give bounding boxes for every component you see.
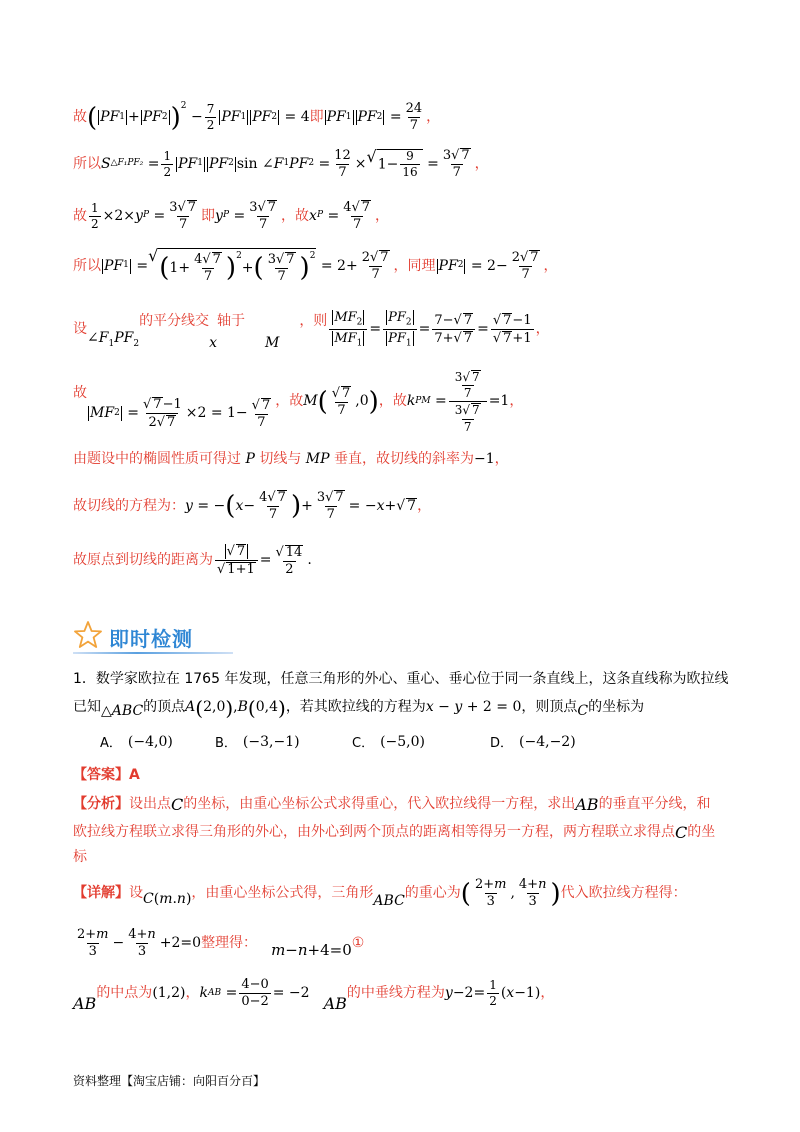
option-a[interactable] bbox=[100, 732, 173, 751]
solution-line-9: 故原点到切线的距离为 √ 7 √ 1+1 = √ 14 2 . bbox=[73, 544, 312, 578]
solution-line-1: 故 ( PF 1 + PF 2 ) $^2$ − 7 2 PF 1 PF 2 = 4 即 PF 1 PF 2 = 24 7 ， bbox=[73, 101, 441, 134]
text: 所以 bbox=[73, 155, 101, 172]
section-title: 即时检测 bbox=[109, 626, 193, 651]
analysis-line-3 bbox=[73, 850, 87, 865]
text: 的平分线交 bbox=[139, 313, 210, 330]
text: ， bbox=[281, 207, 296, 224]
text: 欧拉线方程联立求得三角形的外心，由外心到两个顶点的距离相等得另一方程，两方程联立求得点 bbox=[73, 824, 675, 841]
answer-line bbox=[73, 768, 140, 783]
text: ， bbox=[540, 985, 555, 1002]
text: 的垂直平分线，和 bbox=[598, 796, 711, 813]
text: ， bbox=[494, 451, 509, 467]
text: ， bbox=[417, 497, 432, 514]
text: 的重心为 bbox=[404, 885, 461, 902]
text: 故 bbox=[73, 385, 87, 402]
text: ， bbox=[543, 257, 558, 274]
option-b[interactable] bbox=[215, 732, 300, 751]
text: 设 bbox=[129, 885, 143, 902]
solution-line-5: 设 $\angle F_1PF_2$ 的平分线交 x 轴于 M ，则 $MF_2$ $MF_1$ = $PF_2$ $PF_1$ = 7−√ 7 7+√ 7 = √ 7−1 √ 7+1 ， bbox=[73, 310, 550, 352]
text: 同理 bbox=[407, 257, 436, 274]
option-label: D． bbox=[490, 736, 514, 751]
text: 所以 bbox=[73, 257, 101, 274]
detail-tag: 【详解】 bbox=[73, 885, 129, 902]
analysis-line-2: 欧拉线方程联立求得三角形的外心，由外心到两个顶点的距离相等得另一方程，两方程联立求得点 C 的坐 bbox=[73, 823, 716, 842]
solution-line-8: 故切线的方程为： y = − ( x − 4√ 7 7 ) + 3√ 7 7 = − x +√ 7 ， bbox=[73, 490, 432, 523]
text: 轴于 bbox=[216, 313, 245, 330]
text: 已知 bbox=[73, 699, 101, 716]
option-value: (−4,−2) bbox=[519, 733, 576, 750]
text: 的中垂线方程为 bbox=[346, 985, 445, 1002]
solution-line-6: 故 MF 2 = √ 7−1 2√ 7 ×2 = 1− √ 7 7 ， 故 M ( √ 7 7 ,0 ) ， 故 k PM = $\frac{3√ 7}{7}$ $\frac{3√ 7}{7}$ =1 ， bbox=[73, 370, 524, 434]
text: 故原点到切线的距离为 bbox=[73, 552, 213, 569]
text: ， bbox=[185, 985, 200, 1002]
question-number: 1． bbox=[73, 671, 96, 687]
text: ， bbox=[535, 321, 550, 338]
question-line-2: 已知 △ABC 的顶点 A ( 2,0 ) , B ( 0,4 ) ，若其欧拉线的方程为 x − y + 2 = 0 ，则顶点 C 的坐标为 bbox=[73, 696, 645, 720]
text: 的坐 bbox=[687, 824, 716, 841]
star-icon bbox=[73, 620, 103, 654]
detail-line-1: 【详解】 设 C(m.n) ，由重心坐标公式得，三角形 ABC 的重心为 ( 2+m 3 , 4+n 3 ) 代入欧拉线方程得： bbox=[73, 877, 687, 910]
text: 故 bbox=[295, 207, 310, 224]
detail-line-2: 2+m 3 − 4+n 3 +2=0 整理得： m−n+4=0 ① bbox=[77, 927, 365, 960]
text: ， bbox=[375, 207, 390, 224]
detail-line-3: AB 的中点为 (1,2) ， k AB = 4−0 0−2 = −2 AB 的中垂线方程为 y −2= 1 2 ( x −1) ， bbox=[73, 977, 555, 1013]
text: ，则顶点 bbox=[521, 699, 578, 716]
text: ， bbox=[393, 257, 408, 274]
text: ，则 bbox=[299, 313, 328, 330]
solution-line-2: 所以 S △F₁PF₂ = 1 2 PF 1 PF 2 sin ∠ F 1 PF 2 = 12 7 × √ 1− $\frac{9}{16}$ = 3√ 7 7 ， bbox=[73, 147, 489, 181]
analysis-line-1: 【分析】 设出点 C 的坐标，由重心坐标公式求得重心，代入欧拉线得一方程，求出 AB 的垂直平分线，和 bbox=[73, 795, 711, 814]
text: 设出点 bbox=[129, 796, 171, 813]
text: 垂直，故切线的斜率为 bbox=[333, 451, 474, 467]
text: 设 bbox=[73, 321, 87, 338]
text: ， bbox=[378, 393, 393, 410]
text: 的坐标，由重心坐标公式求得重心，代入欧拉线得一方程，求出 bbox=[183, 796, 576, 813]
analysis-tag: 【分析】 bbox=[73, 796, 129, 813]
option-label: B． bbox=[215, 736, 237, 751]
text: 由题设中的椭圆性质可得过 bbox=[73, 451, 241, 467]
solution-line-4: 所以 PF 1 = √ ( 1+ 4√ 7 7 ) $^2$ + ( 3√ 7 7 ) $^2$ = 2+ 2√ 7 7 ， 同理 PF 2 = 2− 2√ 7 7 ， bbox=[73, 246, 558, 285]
text: 故 bbox=[289, 393, 304, 410]
solution-line-7: 由题设中的椭圆性质可得过 P 切线与 MP 垂直，故切线的斜率为 −1 ， bbox=[73, 451, 509, 467]
answer-tag: 【答案】 bbox=[73, 767, 129, 783]
option-label: A． bbox=[100, 736, 122, 751]
circle-marker: ① bbox=[351, 935, 365, 952]
option-value: (−3,−1) bbox=[242, 733, 300, 750]
text: 的坐标为 bbox=[588, 699, 645, 716]
text: 的中点为 bbox=[96, 985, 153, 1002]
text: 故切线的方程为： bbox=[73, 497, 185, 514]
question-line-1 bbox=[73, 672, 728, 687]
text: 代入欧拉线方程得： bbox=[560, 885, 687, 902]
section-header bbox=[73, 620, 193, 654]
text: 故 bbox=[73, 109, 87, 126]
text: 整理得： bbox=[201, 935, 258, 952]
question-text: 数学家欧拉在 1765 年发现，任意三角形的外心、重心、垂心位于同一条直线上，这条直线称为欧拉线 bbox=[95, 671, 729, 687]
option-label: C． bbox=[352, 736, 375, 751]
answer-value: A bbox=[129, 767, 140, 783]
text: 故 bbox=[392, 393, 407, 410]
option-value: (−5,0) bbox=[380, 733, 425, 750]
text: 标 bbox=[73, 849, 87, 865]
text: ，由重心坐标公式得，三角形 bbox=[191, 885, 374, 902]
text: 即 bbox=[309, 109, 324, 126]
option-d[interactable] bbox=[490, 732, 576, 751]
option-c[interactable] bbox=[352, 732, 425, 751]
text: 切线与 bbox=[259, 451, 302, 467]
text: . bbox=[307, 552, 312, 569]
text: 故 bbox=[73, 207, 87, 224]
option-value: (−4,0) bbox=[127, 733, 173, 750]
text: 的顶点 bbox=[143, 699, 186, 716]
text: ，若其欧拉线的方程为 bbox=[285, 699, 426, 716]
text: ， bbox=[275, 393, 290, 410]
text: ， bbox=[509, 393, 524, 410]
section-divider bbox=[73, 652, 233, 654]
text: 即 bbox=[201, 207, 216, 224]
footer-text: 资料整理【淘宝店铺：向阳百分百】 bbox=[73, 1074, 266, 1088]
solution-line-3: 故 1 2 ×2× y P = 3√ 7 7 即 y P = 3√ 7 7 ， 故 x P = 4√ 7 7 ， bbox=[73, 200, 390, 233]
